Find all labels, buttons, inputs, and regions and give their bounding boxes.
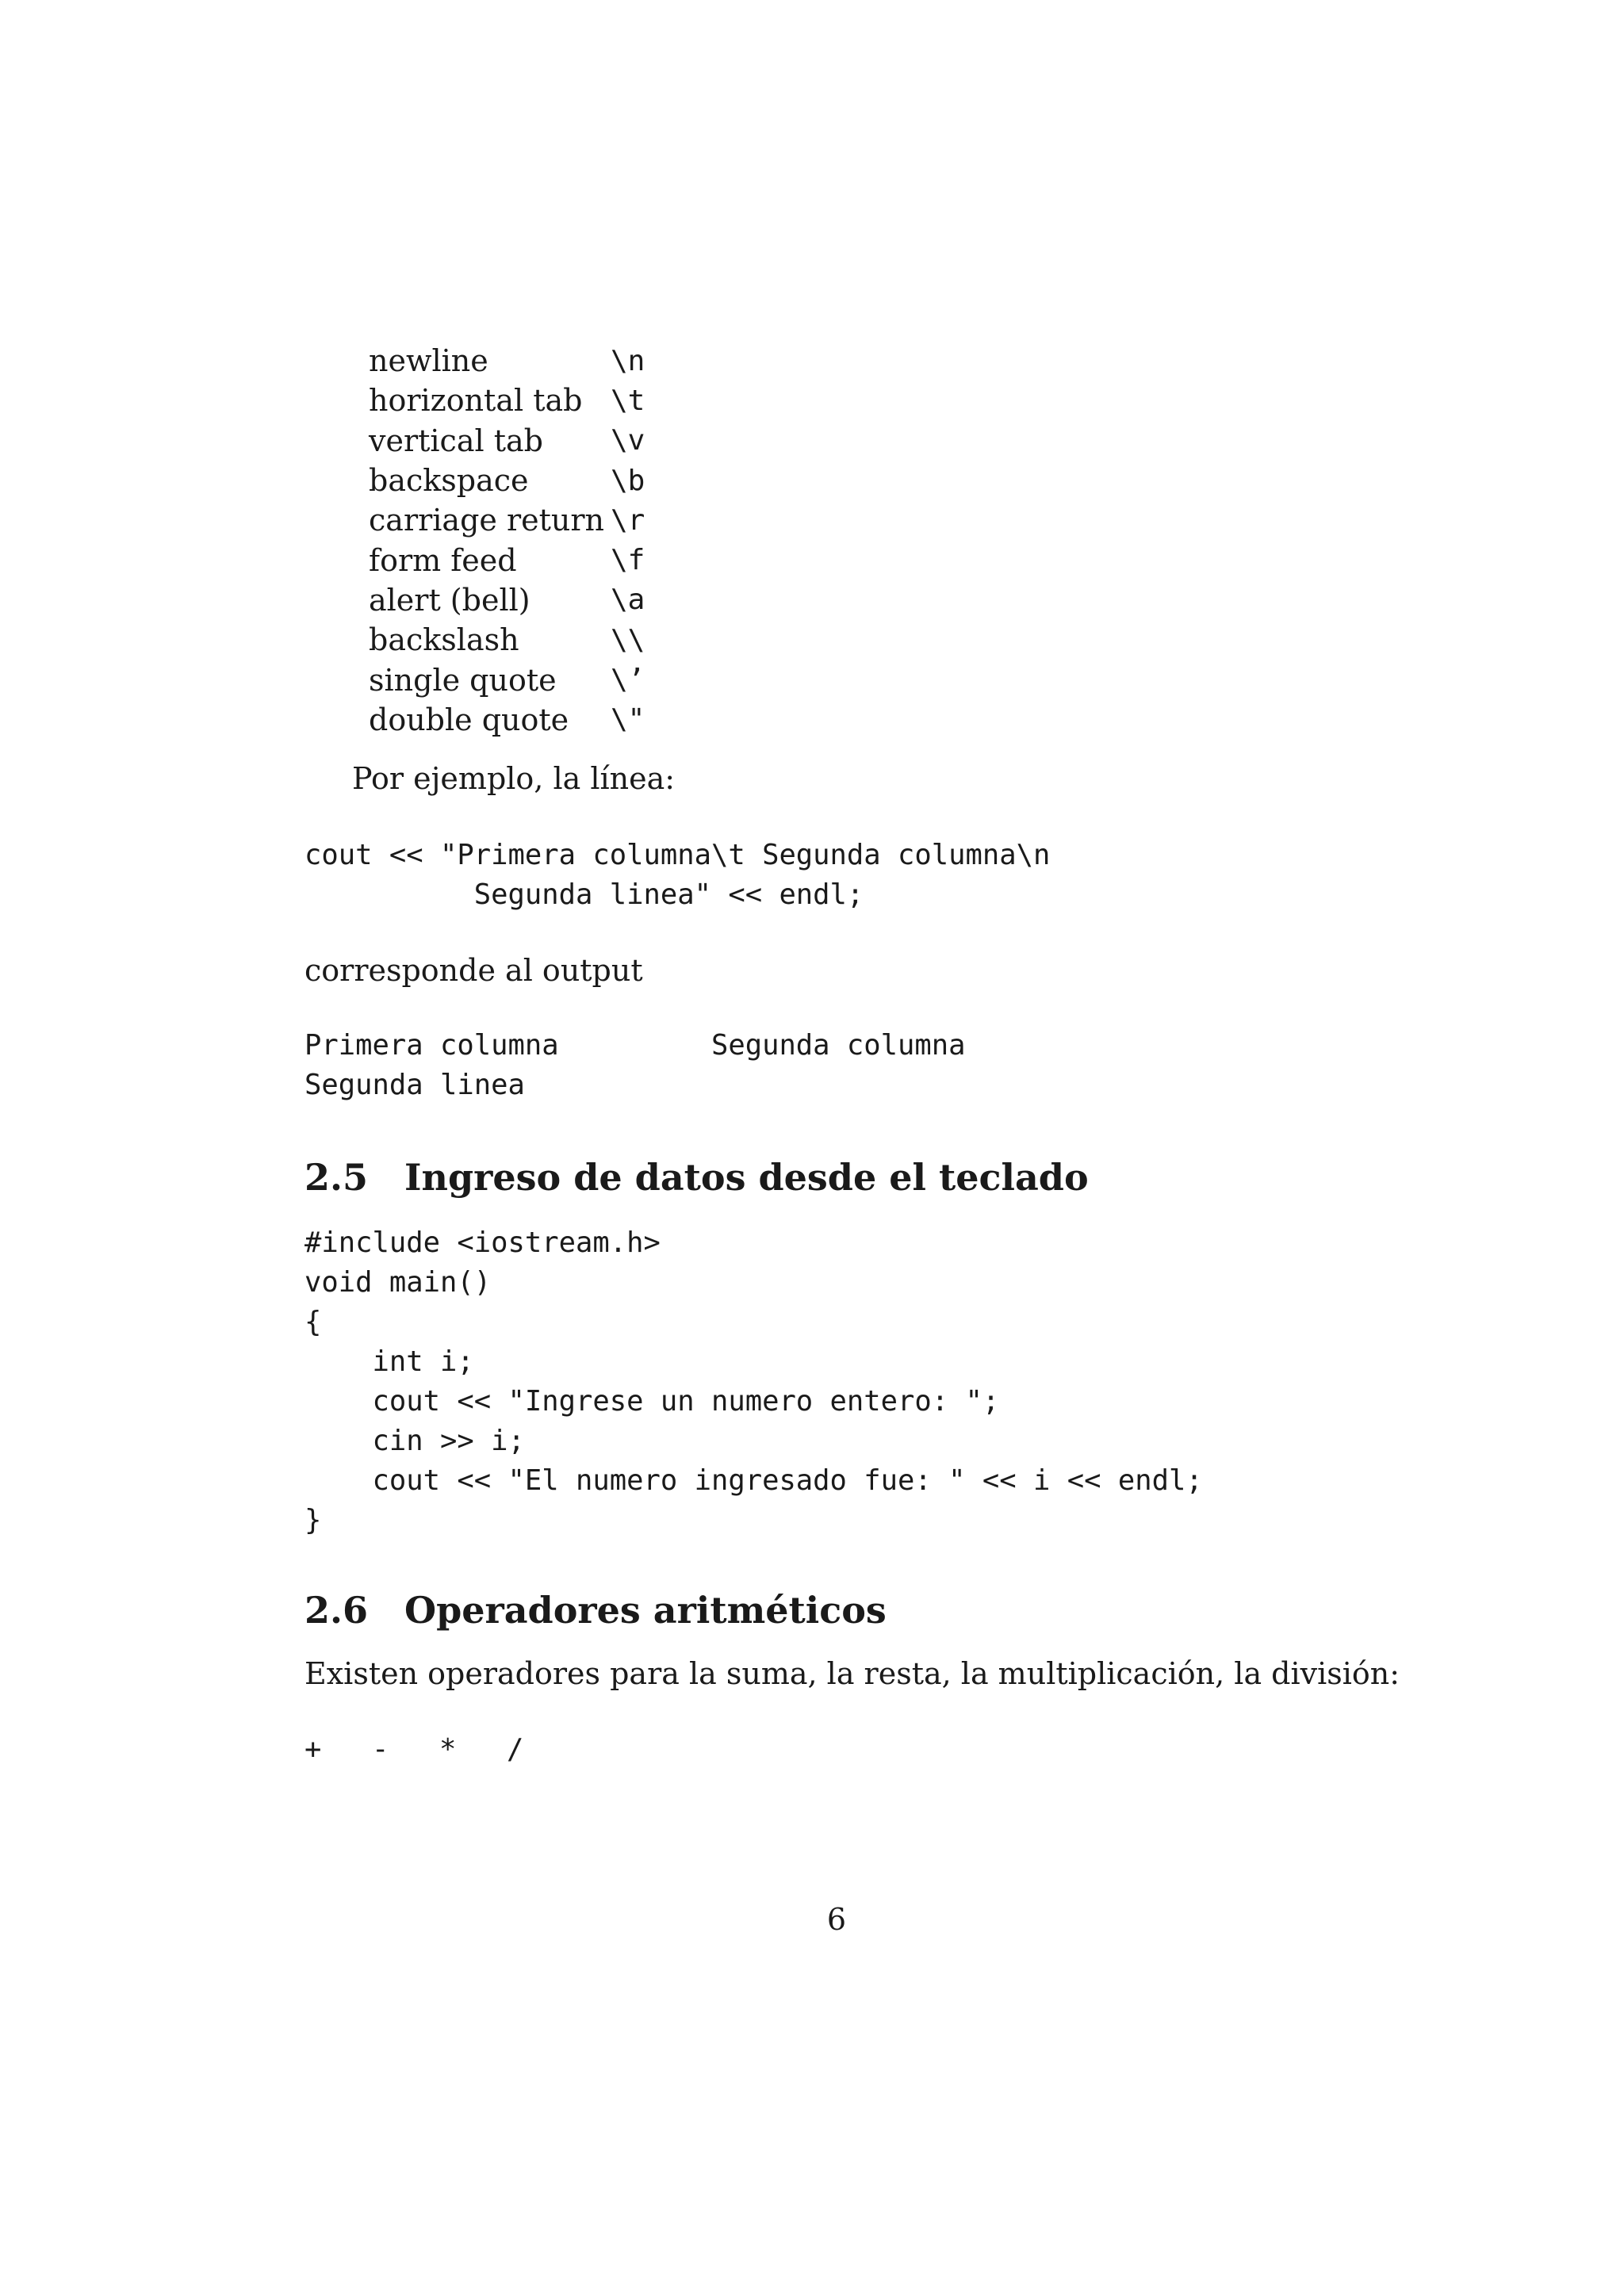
escape-name: carriage return [369,503,605,538]
section-heading-2-6 [304,1586,887,1634]
escape-code: \t [611,384,645,417]
table-row [369,500,733,540]
escape-name: alert (bell) [369,582,530,618]
code-line: { [304,1306,322,1338]
operators-list [304,1730,574,1770]
escape-code: \r [611,503,645,537]
escape-name: horizontal tab [369,383,583,419]
code-line: Primera columna Segunda columna [304,1029,966,1062]
escape-name: backspace [369,463,529,499]
escape-code: \a [611,584,645,617]
program-code-block [304,1223,1203,1540]
code-line: Segunda linea" << endl; [304,878,864,911]
escape-name: vertical tab [369,423,543,458]
escape-code: \b [611,464,645,497]
escape-code: \’ [611,664,645,697]
operators-intro-paragraph: Existen operadores para la suma, la resta, la multiplicación, la división: [304,1656,1400,1691]
escape-code: \n [611,344,645,377]
output-intro-paragraph: corresponde al output [304,953,643,988]
section-title: Ingreso de datos desde el teclado [404,1156,1089,1199]
code-line: } [304,1504,322,1536]
escape-code: \\ [611,623,645,656]
section-number: 2.6 [304,1589,369,1632]
code-line: #include <iostream.h> [304,1226,661,1259]
table-row [369,341,733,381]
operator-plus: + [304,1733,322,1766]
code-line: void main() [304,1266,492,1299]
operator-multiply: * [439,1733,457,1766]
section-title: Operadores aritméticos [404,1589,887,1632]
operator-minus: - [372,1733,389,1766]
escape-code: \" [611,703,645,737]
escape-sequence-table [369,341,733,740]
escape-name: form feed [369,542,517,578]
table-row [369,620,733,660]
section-number: 2.5 [304,1156,369,1199]
escape-name: backslash [369,622,519,658]
escape-code: \f [611,544,645,577]
section-heading-2-5 [304,1154,1089,1201]
table-row [369,381,733,420]
output-code-block [304,1026,966,1105]
code-line: cout << "El numero ingresado fue: " << i << endl; [304,1464,1203,1497]
example-code-block [304,836,1050,915]
page-number: 6 [826,1902,847,1937]
table-row [369,461,733,500]
code-line: cout << "Ingrese un numero entero: "; [304,1385,1000,1418]
table-row [369,580,733,620]
escape-name: double quote [369,702,569,737]
escape-code: \v [611,424,645,457]
table-row [369,540,733,580]
code-line: cin >> i; [304,1425,525,1457]
operator-divide: / [507,1733,524,1766]
code-line: int i; [304,1345,474,1378]
code-line: Segunda linea [304,1069,525,1101]
escape-name: single quote [369,662,557,698]
table-row [369,700,733,740]
code-line: cout << "Primera columna\t Segunda columna\n [304,839,1051,871]
table-row [369,421,733,461]
escape-name: newline [369,343,488,379]
example-intro-paragraph: Por ejemplo, la línea: [352,761,676,796]
table-row [369,660,733,699]
